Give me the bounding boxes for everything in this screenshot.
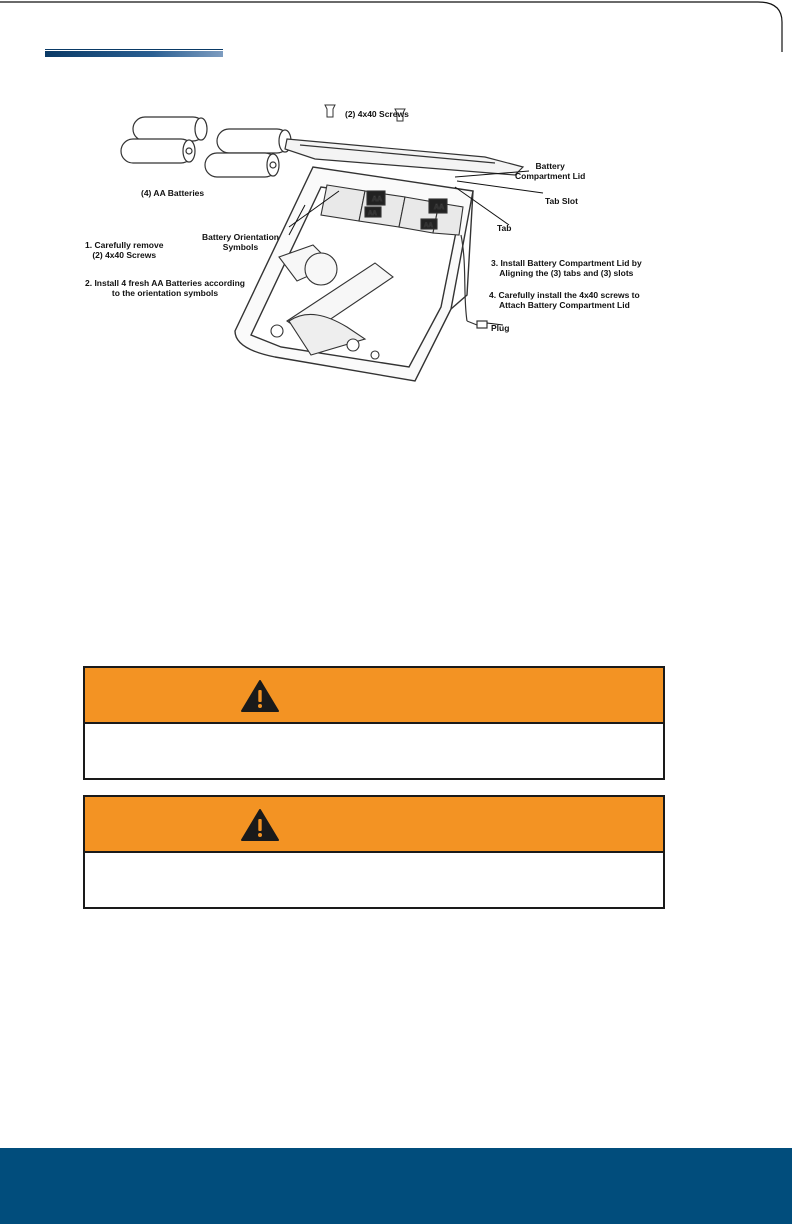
svg-text:AA: AA xyxy=(424,223,433,229)
warning-header xyxy=(85,797,663,853)
aa-batteries-label: (4) AA Batteries xyxy=(141,188,205,198)
header-rule xyxy=(45,51,223,57)
step3-label: 3. Install Battery Compartment Lid by Aligning the (3) tabs and (3) slots xyxy=(491,258,642,278)
footer-bar xyxy=(0,1148,792,1224)
warning-box-1 xyxy=(83,666,665,780)
svg-text:AA: AA xyxy=(372,196,383,203)
warning-body xyxy=(85,853,663,907)
battery-lid-label: Battery Compartment Lid xyxy=(515,161,586,181)
warning-header xyxy=(85,668,663,724)
step4-label: 4. Carefully install the 4x40 screws to Attach Battery Compartment Lid xyxy=(489,290,640,310)
warning-box-2 xyxy=(83,795,665,909)
warning-triangle-icon xyxy=(240,679,280,713)
orientation-symbols-label: Battery Orientation Symbols xyxy=(202,232,279,252)
screws-label: (2) 4x40 Screws xyxy=(345,109,409,119)
svg-text:AA: AA xyxy=(368,211,377,217)
warning-body xyxy=(85,724,663,778)
aa-batteries xyxy=(121,117,291,177)
tab-slot-label: Tab Slot xyxy=(545,196,578,206)
step2-label: 2. Install 4 fresh AA Batteries according to the orientation symbols xyxy=(85,278,245,298)
plug-label: Plug xyxy=(491,323,510,333)
battery-installation-diagram xyxy=(75,95,675,395)
warning-triangle-icon xyxy=(240,808,280,842)
step1-label: 1. Carefully remove (2) 4x40 Screws xyxy=(85,240,164,260)
svg-text:AA: AA xyxy=(434,204,445,211)
crop-marks xyxy=(0,0,792,52)
cable-and-plug xyxy=(461,235,487,328)
tab-label: Tab xyxy=(497,223,512,233)
